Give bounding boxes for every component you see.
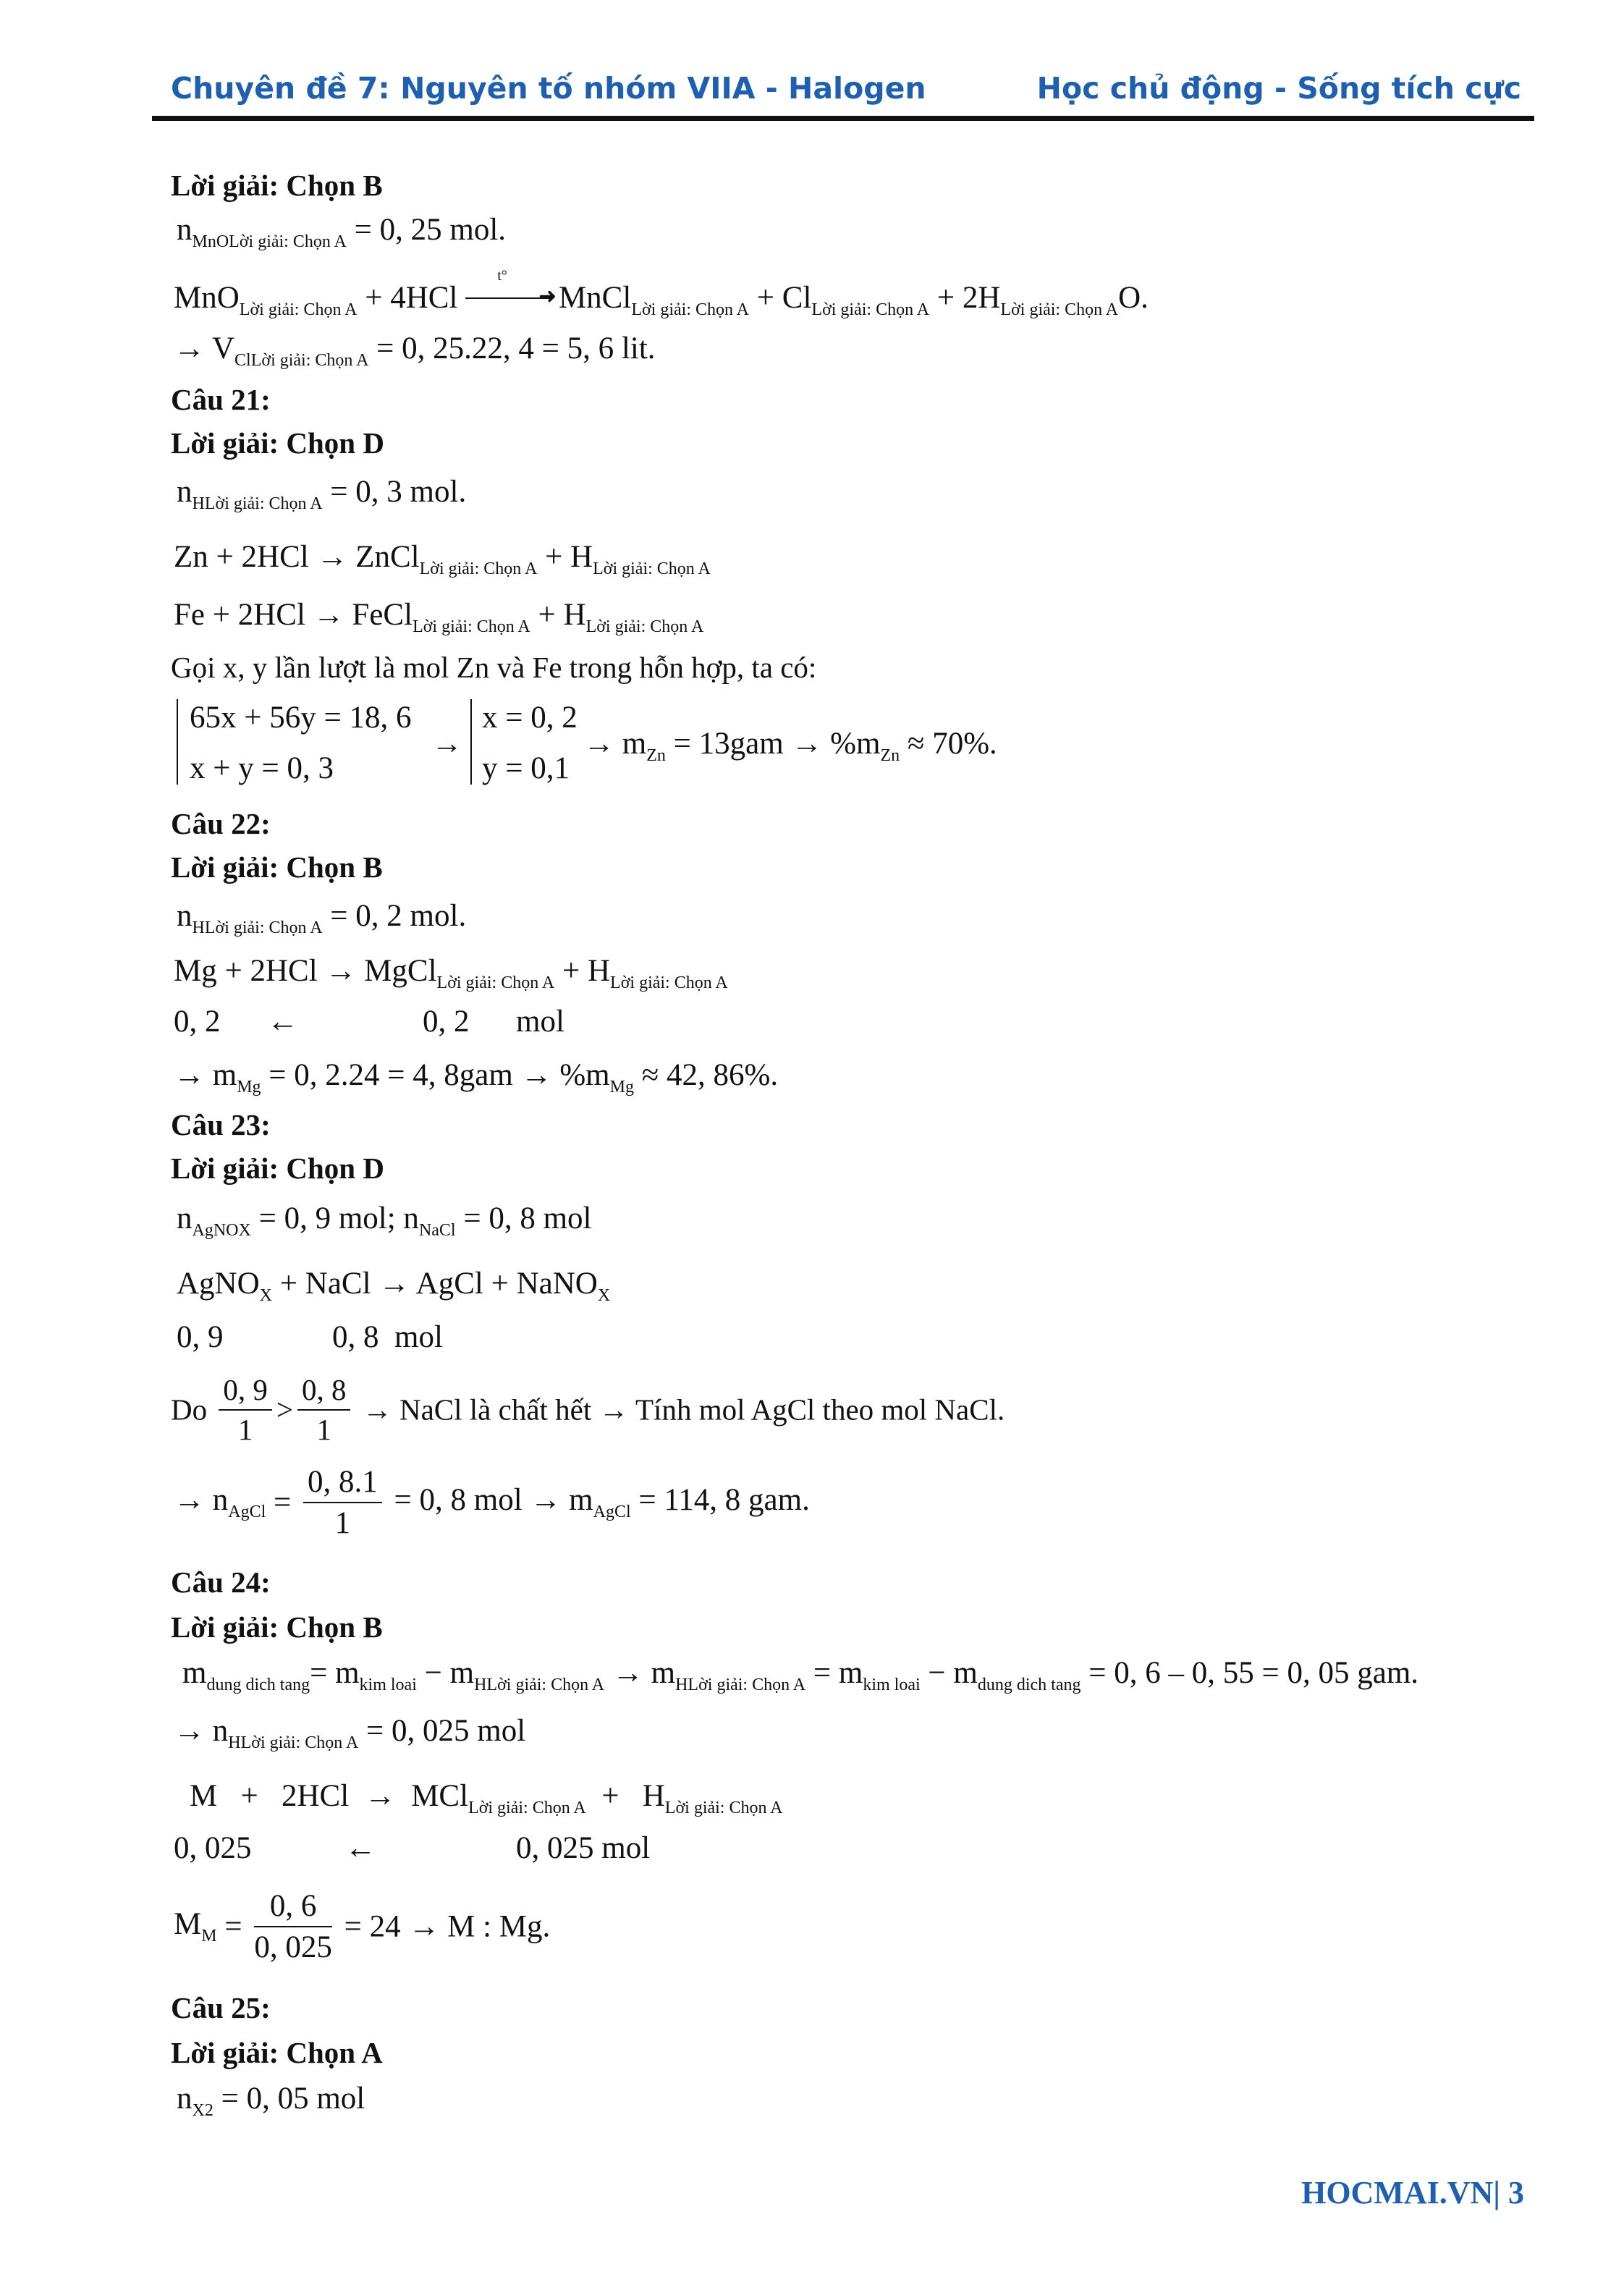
formula-line: → $n_{HLời giải: Chọn A} = 0$, 025 mol [174, 1714, 526, 1752]
formula-line: $n_{HLời giải: Chọn A} = 0$, 2 mol. [177, 899, 467, 937]
formula-line: → $m_{Zn} = 13gam \to \%m_{Zn} \approx 70\%$. [583, 727, 997, 765]
formula-line: 65x + 56y = 18, 6 [190, 701, 412, 735]
formula-line: MnO$_{Lời giải: Chọn A}$ + 4HCl t° ➜ MnCl$_{Lời giải: Chọn A}$ + $Cl_{Lời giải: Chọn A} + 2H_{Lời giải: Chọn A}O$. [174, 268, 1149, 319]
formula-line: Zn + 2HCl → ZnCl$_{Lời giải: Chọn A}$ + $H_{Lời giải: Chọn A}$ [174, 540, 711, 578]
formula-line: $M + 2HCl \to MCl_{Lời giải: Chọn A} + H_{Lời giải: Chọn A}$ [190, 1779, 783, 1817]
formula-line: Fe + 2HCl → FeCl$_{Lời giải: Chọn A}$ + $H_{Lời giải: Chọn A}$ [174, 598, 704, 636]
header-divider [152, 116, 1534, 121]
answer-line: Lời giải: Chọn B [171, 850, 383, 884]
formula-line: x = 0, 2 [482, 701, 578, 735]
answer-line: Lời giải: Chọn D [171, 1152, 384, 1185]
header-slogan: Học chủ động - Sống tích cực [1036, 71, 1521, 106]
formula-line: $n_{MnOLời giải: Chọn A} = 0$, 25 mol. [177, 213, 507, 251]
formula-line: Mg + 2HCl → MgCl$_{Lời giải: Chọn A}$ + $H_{Lời giải: Chọn A}$ [174, 954, 728, 992]
formula-line: $M_M$ = $\frac{0, 6}{0, 025}$ = 24 → M : Mg. [174, 1889, 551, 1964]
question-heading: Câu 24: [171, 1566, 271, 1599]
page-footer: HOCMAI.VN| 3 [1301, 2175, 1524, 2210]
answer-line: Lời giải: Chọn B [171, 1610, 383, 1644]
system-brace [470, 699, 472, 785]
question-heading: Câu 21: [171, 383, 271, 416]
question-heading: Câu 25: [171, 1991, 271, 2024]
formula-line: $n_{X2} = 0$, 05 mol [177, 2082, 365, 2120]
formula-line: 0, 2 ← 0, 2 mol [174, 1005, 564, 1039]
formula-line: → $m_{Mg} = 0$, 2.24 = 4, $8gam \to \%m_{Mg} \approx 42$, 86%. [174, 1058, 779, 1097]
formula-line: → $V_{ClLời giải: Chọn A} = 0$, 25.22, 4 = 5, 6 lit. [174, 331, 656, 370]
answer-line: Lời giải: Chọn B [171, 169, 383, 202]
header-title: Chuyên đề 7: Nguyên tố nhóm VIIA - Halogen [171, 71, 926, 106]
question-heading: Câu 22: [171, 807, 271, 840]
formula-line: → $n_{AgCl}$ = $\frac{0, 8.1}{1}$ = 0, 8 mol → $m_{AgCl} = 114$, 8 gam. [174, 1465, 810, 1540]
text-line: Do $\frac{0, 9}{1}$ > $\frac{0, 8}{1}$ → NaCl là chất hết → Tính mol AgCl theo mol NaCl. [171, 1373, 1005, 1446]
system-brace [177, 699, 178, 785]
formula-line: x + y = 0, 3 [190, 751, 334, 785]
answer-line: Lời giải: Chọn A [171, 2036, 383, 2069]
formula-line: 0, 025 ← 0, 025 mol [174, 1831, 651, 1865]
text-line: Gọi x, y lần lượt là mol Zn và Fe trong hỗn hợp, ta có: [171, 651, 817, 684]
formula-line: $n_{HLời giải: Chọn A} = 0$, 3 mol. [177, 475, 467, 513]
question-heading: Câu 23: [171, 1108, 271, 1141]
formula-line: $n_{AgNOX} = 0$, 9 mol; $n_{NaCl} = 0$, 8 mol [177, 1201, 592, 1240]
answer-line: Lời giải: Chọn D [171, 426, 384, 460]
formula-line: 0, 9 0, 8 mol [177, 1320, 443, 1354]
arrow: → [431, 727, 462, 761]
formula-line: AgNO$_X$ + NaCl → AgCl + NaNO$_X$ [177, 1267, 611, 1305]
formula-line: $m_{dung dich tang}= m_{kim loai} - m_{HLời giải: Chọn A} \to m_{HLời giải: Chọn A} = m_{kim loai} - m_{dung dich tang} = 0$, 6 – 0, 55 = 0, 05 gam. [182, 1656, 1419, 1694]
formula-line: y = 0,1 [482, 751, 570, 785]
